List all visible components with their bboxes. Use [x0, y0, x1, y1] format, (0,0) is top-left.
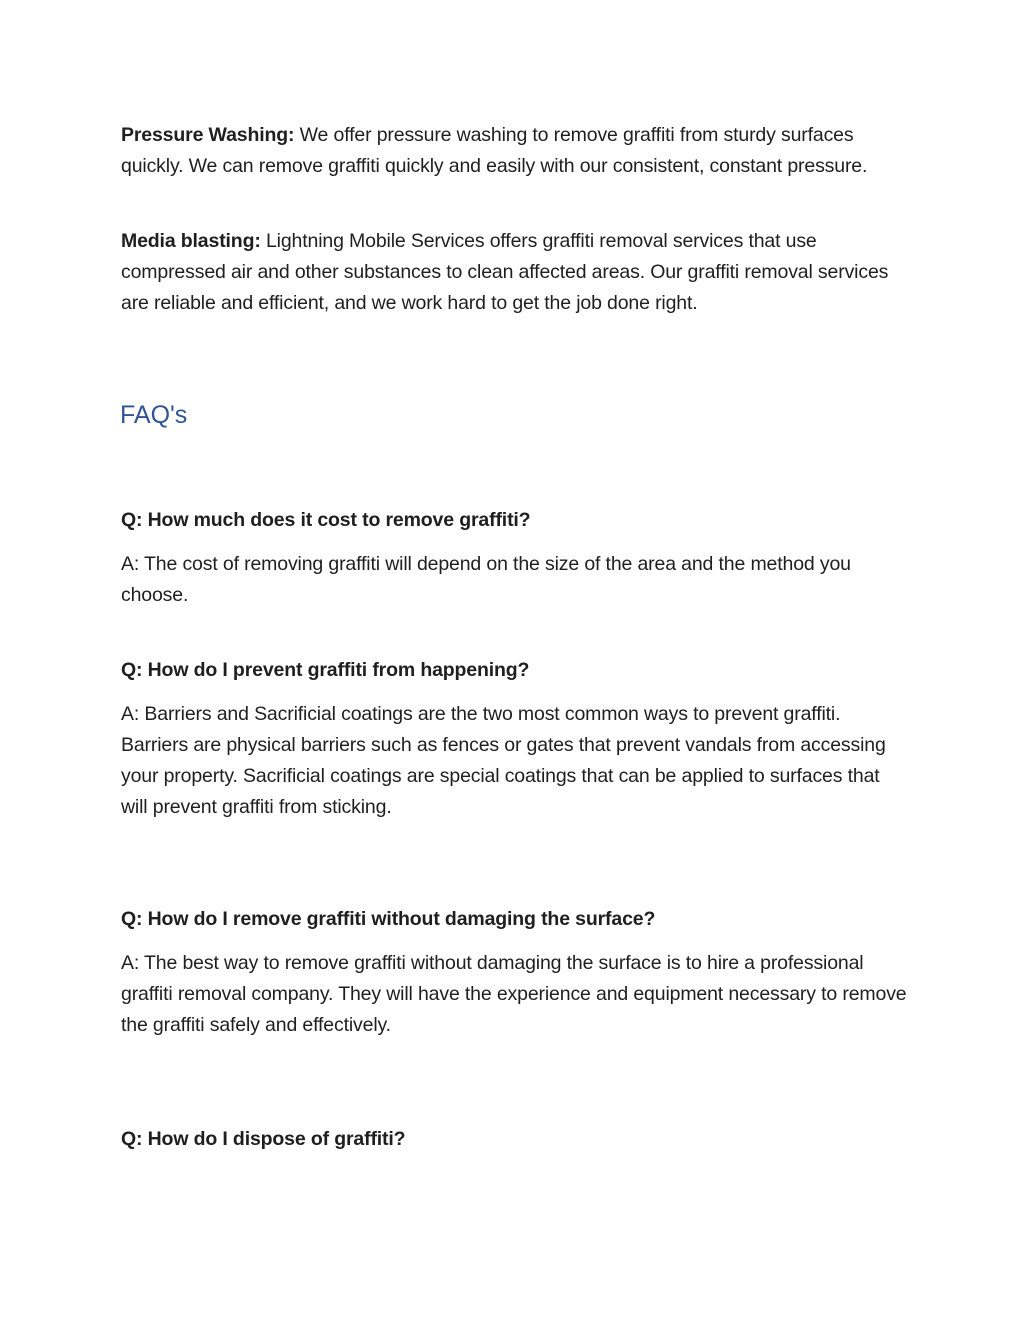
faq-answer: A: Barriers and Sacrificial coatings are the two most common ways to prevent graffiti. Barriers are physical barriers such as fences or gates that prevent vandals from accessing your property. Sacrificial coatings are special coatings that can be applied to surfaces that will prevent graffiti from sticking.: [121, 703, 886, 818]
faq-heading: FAQ's: [120, 401, 188, 429]
faq-answer-prevent: [121, 699, 911, 823]
service-description: Lightning Mobile Services offers graffiti removal services that use compressed air and other substances to clean affected areas. Our graffiti removal services are reliable and efficient, and we work hard to get the job done right.: [121, 230, 889, 314]
service-paragraph: [121, 226, 911, 319]
faq-question-cost: [121, 505, 911, 536]
service-media-blasting: [121, 226, 911, 319]
service-description: We offer pressure washing to remove graffiti from sturdy surfaces quickly. We can remove graffiti quickly and easily with our consistent, constant pressure.: [121, 124, 868, 177]
service-pressure-washing: [121, 120, 911, 182]
faq-answer: A: The cost of removing graffiti will depend on the size of the area and the method you choose.: [121, 553, 851, 606]
service-title: Media blasting:: [121, 230, 261, 252]
faq-question: Q: How do I prevent graffiti from happening?: [121, 659, 530, 681]
service-title: Pressure Washing:: [121, 124, 295, 146]
service-paragraph: [121, 120, 911, 182]
faq-question: Q: How do I remove graffiti without damaging the surface?: [121, 908, 656, 930]
faq-answer-remove: [121, 948, 911, 1041]
faq-question: Q: How do I dispose of graffiti?: [121, 1128, 406, 1150]
faq-answer: A: The best way to remove graffiti without damaging the surface is to hire a professional graffiti removal company. They will have the experience and equipment necessary to remove the graffiti safely and effectively.: [121, 952, 907, 1036]
faq-answer-cost: [121, 549, 911, 611]
faq-question-dispose: [121, 1124, 911, 1155]
faq-question-prevent: [121, 655, 911, 686]
faq-question-remove: [121, 904, 911, 935]
faq-question: Q: How much does it cost to remove graffiti?: [121, 509, 531, 531]
